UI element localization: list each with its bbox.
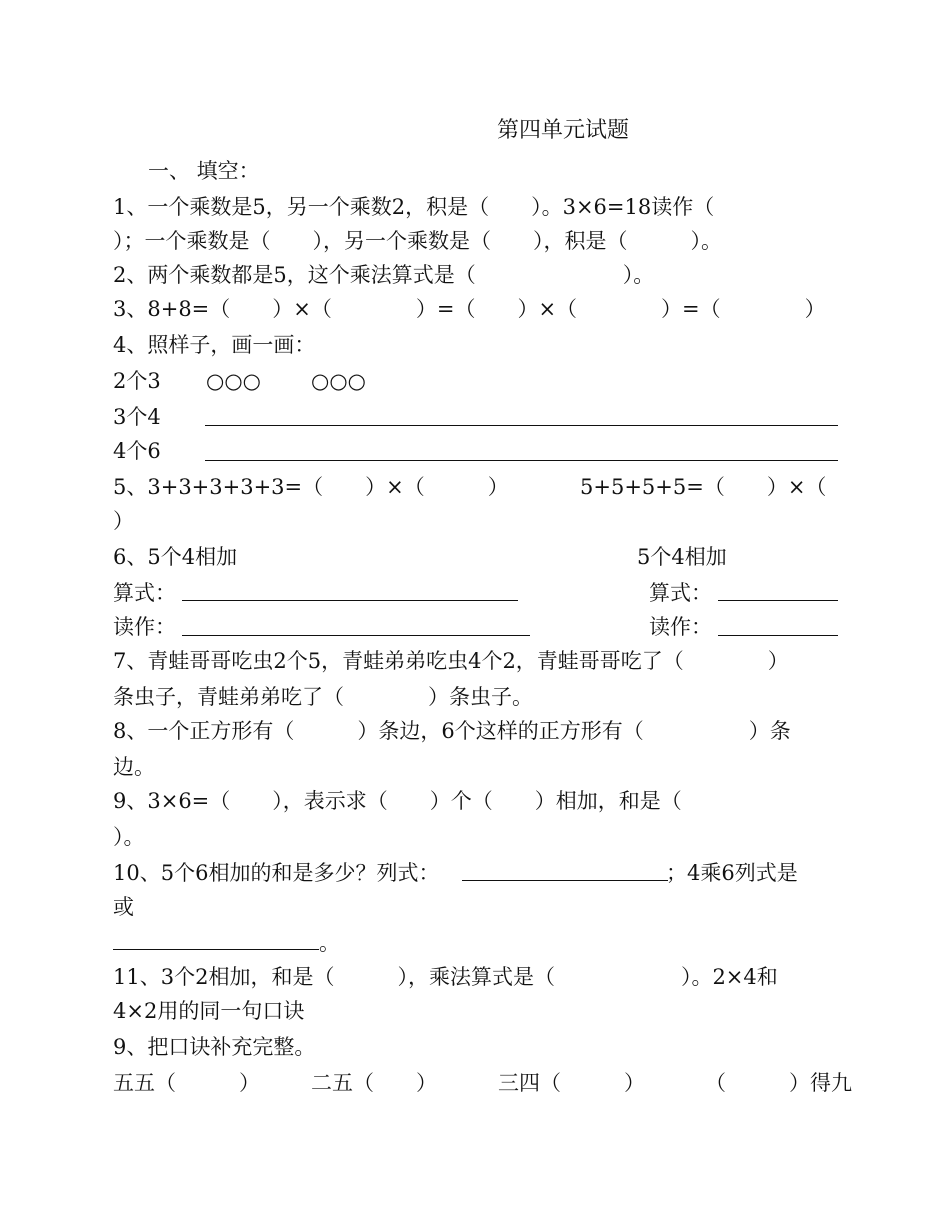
- rhyme-1: 五五（ ）: [113, 1071, 260, 1095]
- question-5-line-2: ）: [113, 509, 134, 533]
- question-11-line-1: 11、3个2相加，和是（ ），乘法算式是（ ）。2×4和: [113, 965, 778, 989]
- formula-answer-line-right: [718, 600, 838, 601]
- question-10-line-2: 或: [113, 895, 134, 919]
- question-9-line-2: ）。: [113, 825, 145, 849]
- q4-row-3-answer-line: [205, 460, 838, 461]
- question-10-line-1-a: 10、5个6相加的和是多少？列式：: [113, 861, 440, 885]
- q4-row-3-label: 4个6: [113, 439, 161, 463]
- question-1-line-1: 1、一个乘数是5，另一个乘数2，积是（ ）。3×6=18读作（: [113, 195, 715, 219]
- question-11-line-2: 4×2用的同一句口诀: [113, 999, 305, 1023]
- page-title: 第四单元试题: [497, 118, 630, 143]
- question-1-line-2: ）；一个乘数是（ ），另一个乘数是（ ），积是（ ）。: [113, 229, 722, 253]
- read-answer-line-left: [182, 635, 530, 636]
- section-heading: 一、 填空：: [148, 159, 260, 183]
- question-8-line-2: 边。: [113, 755, 155, 779]
- question-3: 3、8+8=（ ）×（ ）=（ ）×（ ）=（ ）: [113, 297, 826, 321]
- formula-label-left: 算式：: [113, 581, 176, 605]
- read-label-left: 读作：: [113, 615, 176, 639]
- q4-sample-circles-a: ○○○: [206, 369, 261, 393]
- q4-row-2-answer-line: [205, 425, 838, 426]
- q10-answer-line-1: [462, 880, 668, 881]
- rhyme-3: 三四（ ）: [498, 1071, 645, 1095]
- question-10-line-1-b: ；4乘6列式是: [666, 861, 798, 885]
- read-answer-line-right: [718, 635, 838, 636]
- question-10-line-3-end: 。: [319, 931, 340, 955]
- q4-row-2-label: 3个4: [113, 405, 161, 429]
- question-6-right: 5个4相加: [637, 545, 727, 569]
- question-8-line-1: 8、一个正方形有（ ）条边，6个这样的正方形有（ ）条: [113, 719, 791, 743]
- q10-answer-line-2: [113, 949, 319, 950]
- question-2: 2、两个乘数都是5，这个乘法算式是（ ）。: [113, 263, 655, 287]
- formula-label-right: 算式：: [649, 581, 712, 605]
- question-5-right: 5+5+5+5=（ ）×（: [580, 475, 827, 499]
- question-7-line-2: 条虫子，青蛙弟弟吃了（ ）条虫子。: [113, 685, 533, 709]
- rhyme-4: （ ）得九: [705, 1071, 852, 1095]
- question-7-line-1: 7、青蛙哥哥吃虫2个5，青蛙弟弟吃虫4个2，青蛙哥哥吃了（ ）: [113, 649, 789, 673]
- q4-sample-circles-b: ○○○: [311, 369, 366, 393]
- question-9-line-1: 9、3×6=（ ），表示求（ ）个（ ）相加，和是（: [113, 789, 682, 813]
- formula-answer-line-left: [182, 600, 518, 601]
- rhyme-2: 二五（ ）: [311, 1071, 437, 1095]
- read-label-right: 读作：: [649, 615, 712, 639]
- q4-row-1-label: 2个3: [113, 369, 161, 393]
- question-12: 9、把口诀补充完整。: [113, 1035, 316, 1059]
- question-4: 4、照样子，画一画：: [113, 333, 316, 357]
- question-5-left: 5、3+3+3+3+3=（ ）×（ ）: [113, 475, 509, 499]
- question-6-left: 6、5个4相加: [113, 545, 238, 569]
